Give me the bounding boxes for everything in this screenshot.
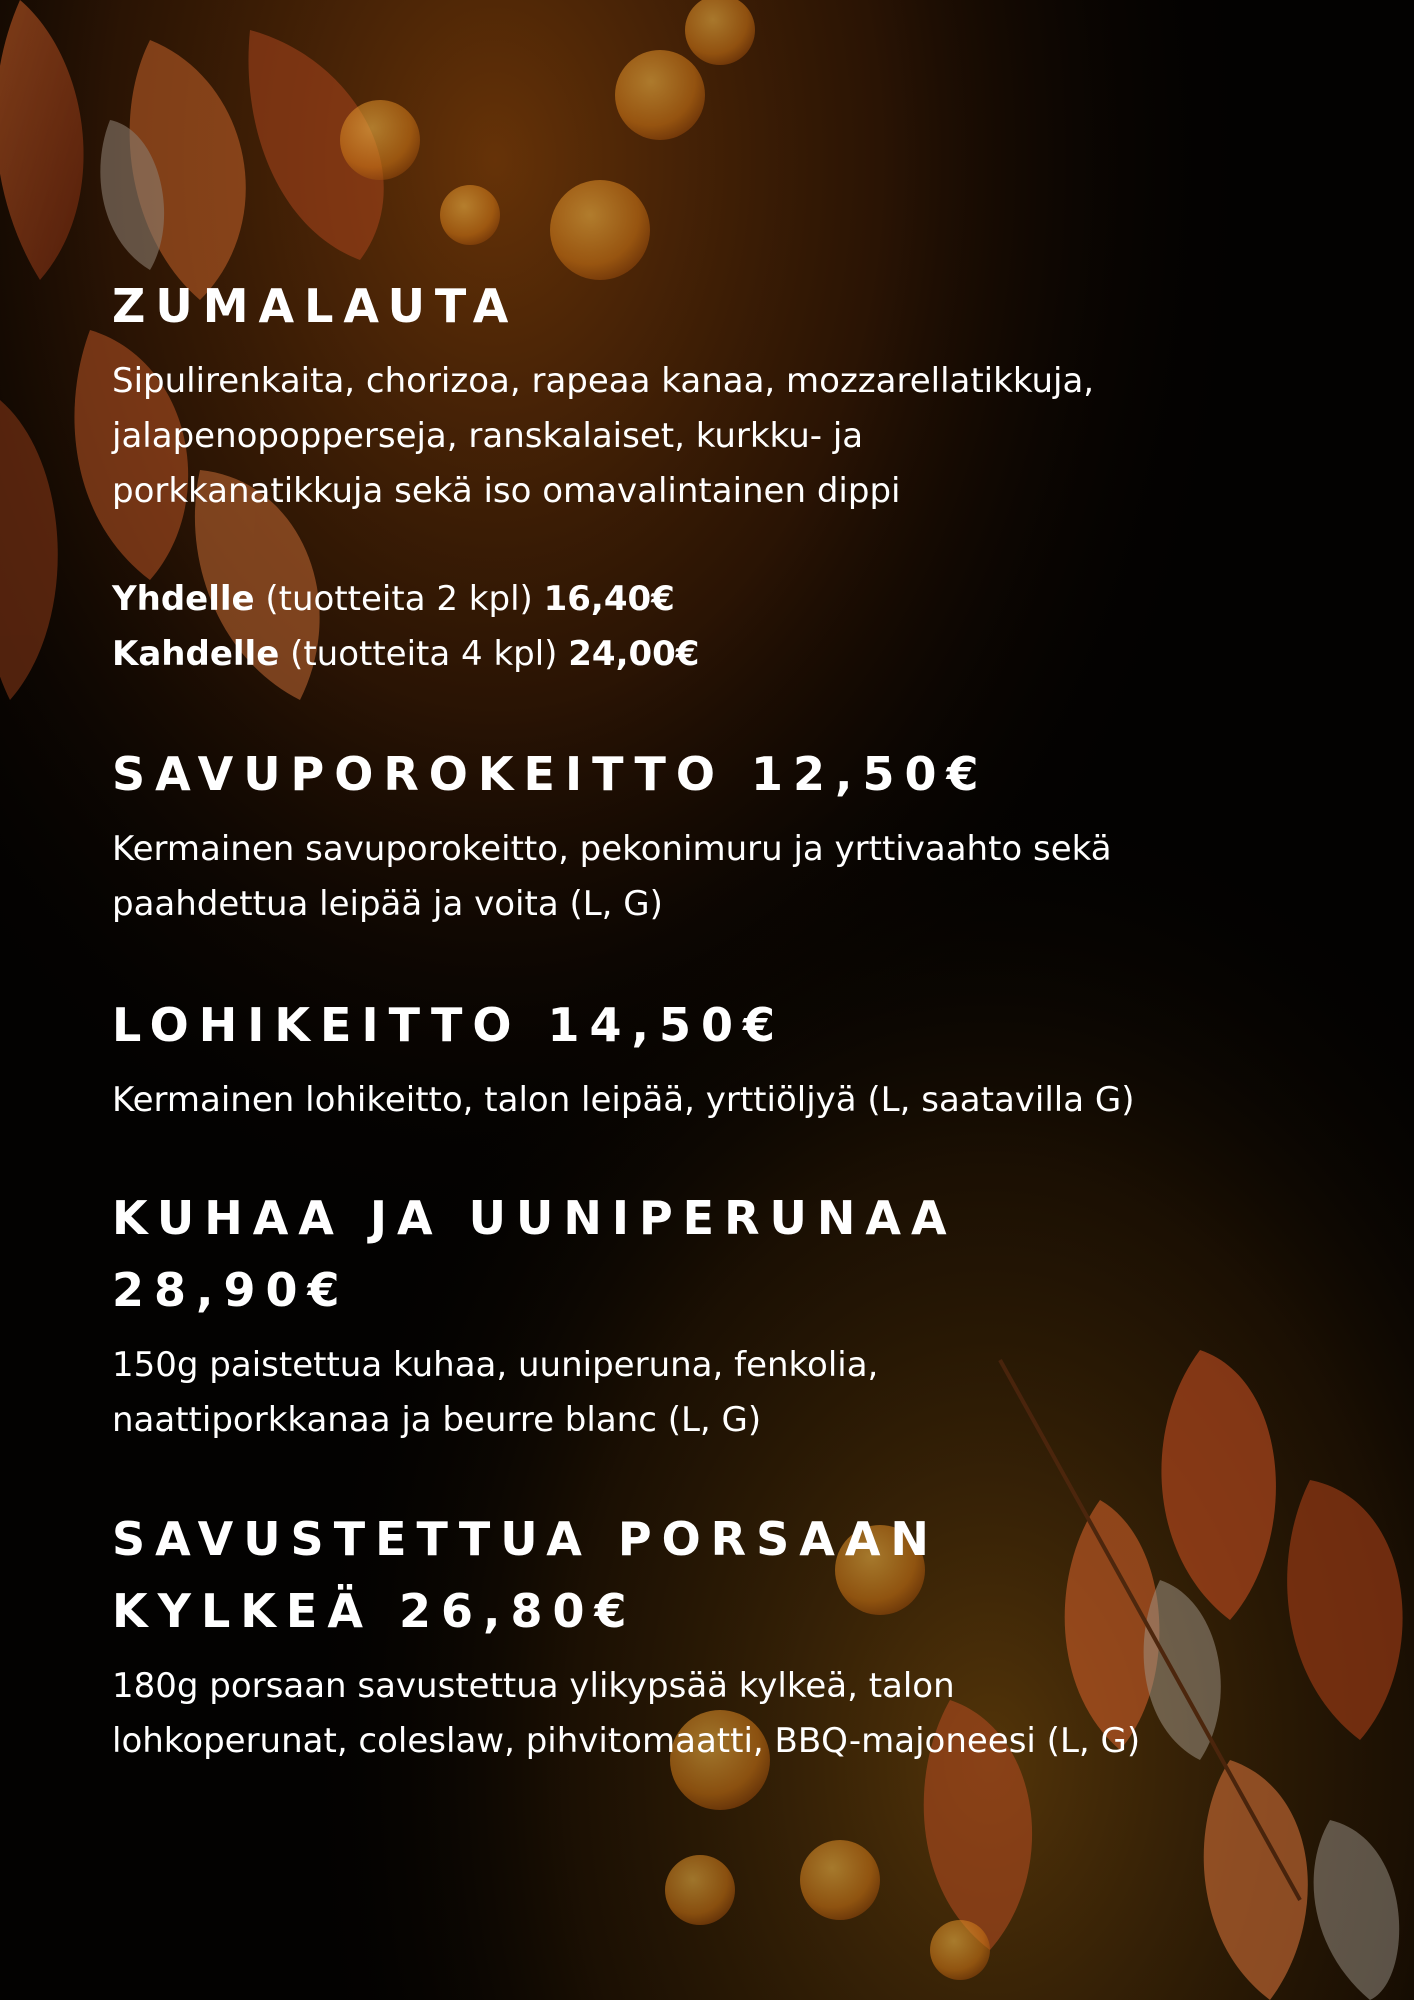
- menu-item-savuporokeitto: [112, 738, 1212, 932]
- menu-item-title: SAVUPOROKEITTO 12,50€: [112, 747, 989, 801]
- menu-item-description: 150g paistettua kuhaa, uuniperuna, fenkolia, naattiporkkanaa ja beurre blanc (L, G): [112, 1345, 879, 1440]
- menu-item-description: 180g porsaan savustettua ylikypsää kylkeä, talon lohkoperunat, coleslaw, pihvitomaatti, BBQ-majoneesi (L, G): [112, 1666, 1141, 1761]
- option-price: 24,00€: [568, 634, 700, 674]
- menu-item-title: KUHAA JA UUNIPERUNAA 28,90€: [112, 1191, 957, 1317]
- menu-item-porsaan-kylkea: [112, 1503, 1212, 1769]
- option-detail: (tuotteita 4 kpl): [290, 634, 558, 674]
- menu-item-description: Kermainen lohikeitto, talon leipää, yrttiöljyä (L, saatavilla G): [112, 1080, 1135, 1120]
- menu-item-kuhaa: [112, 1182, 1212, 1448]
- price-option: [112, 572, 1212, 627]
- menu-item-description: Sipulirenkaita, chorizoa, rapeaa kanaa, mozzarellatikkuja, jalapenopopperseja, ranskalaiset, kurkku- ja porkkanatikkuja sekä iso omavalintainen dippi: [112, 361, 1095, 511]
- menu-item-description: Kermainen savuporokeitto, pekonimuru ja yrttivaahto sekä paahdettua leipää ja voita (L, G): [112, 829, 1112, 924]
- menu-item-zumalauta: [112, 270, 1212, 682]
- menu-item-lohikeitto: [112, 989, 1212, 1128]
- menu-item-title: LOHIKEITTO 14,50€: [112, 998, 786, 1052]
- menu-item-title: SAVUSTETTUA PORSAAN KYLKEÄ 26,80€: [112, 1512, 939, 1638]
- option-name: Kahdelle: [112, 634, 280, 674]
- option-name: Yhdelle: [112, 579, 255, 619]
- price-option: [112, 627, 1212, 682]
- menu-content: [112, 270, 1212, 1769]
- option-detail: (tuotteita 2 kpl): [265, 579, 533, 619]
- menu-item-title: ZUMALAUTA: [112, 279, 519, 333]
- option-price: 16,40€: [543, 579, 675, 619]
